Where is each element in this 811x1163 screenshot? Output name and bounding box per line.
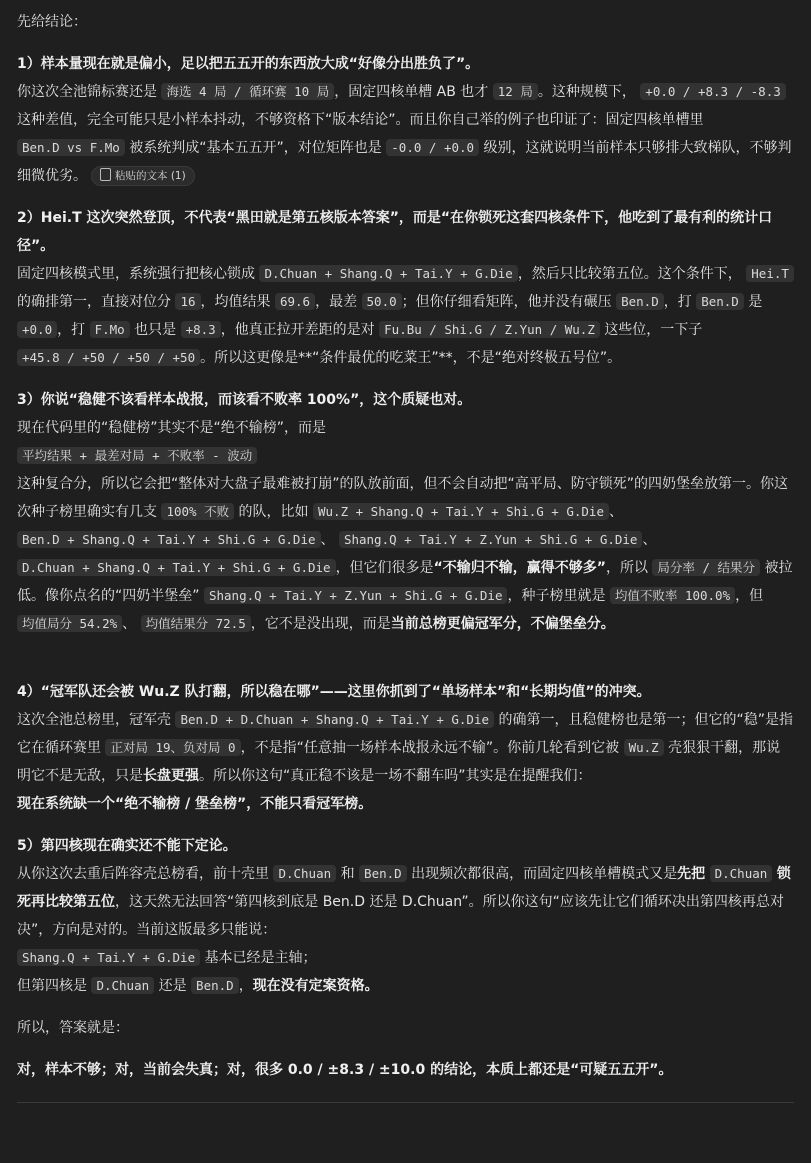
section-4-bold-line: 现在系统缺一个“绝不输榜 / 堡垒榜”，不能只看冠军榜。 <box>17 796 373 812</box>
code-span: Shang.Q + Tai.Y + Z.Yun + Shi.G + G.Die <box>204 587 508 604</box>
code-span: 69.6 <box>275 293 315 310</box>
code-span: 50.0 <box>362 293 402 310</box>
section-5-line-b: 但第四核是 D.Chuan 还是 Ben.D ，现在没有定案资格。 <box>17 978 379 994</box>
code-span: D.Chuan <box>273 865 336 882</box>
code-span: Shang.Q + Tai.Y + Z.Yun + Shi.G + G.Die <box>339 531 643 548</box>
code-span: Wu.Z <box>624 739 664 756</box>
section-3-heading: 3）你说“稳健不该看样本战报，而该看不败率 100%”，这个质疑也对。 <box>17 392 472 408</box>
section-3-body-a: 现在代码里的“稳健榜”其实不是“绝不输榜”，而是 <box>17 420 327 436</box>
section-3-body-c: 这种复合分，所以它会把“整体对大盘子最难被打崩”的队放前面，但不会自动把“高平局、防守锁死”的四奶堡垒放第一。你这次种子榜里确实有几支 100% 不败 的队，比如 Wu.Z + Shang.Q + Tai.Y + Shi.G + G.Die 、 Ben.D + Shang.Q + Tai.Y + Shi.G + G.Die 、 Shang.Q + Tai.Y + Z.Yun + Shi.G + G.Die 、 D.Chuan + Shang.Q + Tai.Y + Shi.G + G.Die ，但它们很多是“不输归不输，赢得不够多”，所以 局分率 / 结果分 被拉低。像你点名的“四奶半堡垒” Shang.Q + Tai.Y + Z.Yun + Shi.G + G.Die ，种子榜里就是 均值不败率 100.0% ，但 均值局分 54.2% 、 均值结果分 72.5 ，它不是没出现，而是当前总榜更偏冠军分，不偏堡垒分。 <box>17 476 793 632</box>
code-span: +0.0 / +8.3 / -8.3 <box>640 83 785 100</box>
code-span: Ben.D <box>191 977 239 994</box>
section-1-body: 你这次全池锦标赛还是 海选 4 局 / 循环赛 10 局 ，固定四核单槽 AB 也才 12 局 。这种规模下， +0.0 / +8.3 / -8.3 这种差值，完全可能只是小样本抖动，不够资格下“版本结论”。而且你自己举的例子也印证了：固定四核单槽里 Ben.D vs F.Mo 被系统判成“基本五五开”，对位矩阵也是 -0.0 / +0.0 级别，这就说明当前样本只够排大致梯队，不够判细微优劣。 粘贴的文本 (1) <box>17 84 792 184</box>
code-span: 均值局分 54.2% <box>17 615 122 632</box>
code-span: F.Mo <box>90 321 130 338</box>
section-1-heading: 1）样本量现在就是偏小，足以把五五开的东西放大成“好像分出胜负了”。 <box>17 56 480 72</box>
code-span: +8.3 <box>181 321 221 338</box>
section-4-heading: 4）“冠军队还会被 Wu.Z 队打翻，所以稳在哪”——这里你抓到了“单场样本”和“长期均值”的冲突。 <box>17 684 651 700</box>
code-span: Hei.T <box>746 265 794 282</box>
outro-text: 所以，答案就是： <box>17 1020 129 1036</box>
code-span: Ben.D <box>696 293 744 310</box>
code-span: Ben.D <box>359 865 407 882</box>
code-span: 12 局 <box>493 83 538 100</box>
intro-text: 先给结论： <box>17 14 87 30</box>
section-2-heading: 2）Hei.T 这次突然登顶，不代表“黑田就是第五核版本答案”，而是“在你锁死这套四核条件下，他吃到了最有利的统计口径”。 <box>17 210 773 254</box>
code-span: +0.0 <box>17 321 57 338</box>
code-span: 均值不败率 100.0% <box>610 587 735 604</box>
section-2-body: 固定四核模式里，系统强行把核心锁成 D.Chuan + Shang.Q + Tai.Y + G.Die ，然后只比较第五位。这个条件下， Hei.T 的确排第一，直接对位分 16 ，均值结果 69.6 ，最差 50.0 ；但你仔细看矩阵，他并没有碾压 Ben.D ，打 Ben.D 是 +0.0 ，打 F.Mo 也只是 +8.3 ，他真正拉开差距的是对 Fu.Bu / Shi.G / Z.Yun / Wu.Z 这些位，一下子 +45.8 / +50 / +50 / +50 。所以这更像是**“条件最优的吃菜王”**，不是“绝对终极五号位”。 <box>17 260 794 372</box>
code-span: Ben.D + Shang.Q + Tai.Y + Shi.G + G.Die <box>17 531 321 548</box>
code-span: +45.8 / +50 / +50 / +50 <box>17 349 200 366</box>
code-span: 16 <box>175 293 200 310</box>
code-span: D.Chuan + Shang.Q + Tai.Y + G.Die <box>259 265 517 282</box>
code-span: Ben.D vs F.Mo <box>17 139 125 156</box>
pasted-text-chip[interactable]: 粘贴的文本 (1) <box>91 166 195 186</box>
section-3-body-b <box>17 442 794 470</box>
code-span: 均值结果分 72.5 <box>141 615 251 632</box>
section-5-line-a: Shang.Q + Tai.Y + G.Die 基本已经是主轴； <box>17 944 794 972</box>
code-span: Ben.D + D.Chuan + Shang.Q + Tai.Y + G.Die <box>175 711 494 728</box>
code-span: D.Chuan <box>91 977 154 994</box>
final-conclusion: 对，样本不够；对，当前会失真；对，很多 0.0 / ±8.3 / ±10.0 的结论，本质上都还是“可疑五五开”。 <box>17 1062 673 1078</box>
code-span: Ben.D <box>616 293 664 310</box>
code-span: 平均结果 + 最差对局 + 不败率 - 波动 <box>17 447 257 464</box>
code-span: 海选 4 局 / 循环赛 10 局 <box>161 83 334 100</box>
code-span: 正对局 19、负对局 0 <box>105 739 240 756</box>
code-span: D.Chuan + Shang.Q + Tai.Y + Shi.G + G.Die <box>17 559 336 576</box>
code-span: D.Chuan <box>710 865 773 882</box>
section-5-heading: 5）第四核现在确实还不能下定论。 <box>17 838 237 854</box>
code-span: Wu.Z + Shang.Q + Tai.Y + Shi.G + G.Die <box>313 503 609 520</box>
code-span: Shang.Q + Tai.Y + G.Die <box>17 949 200 966</box>
document-icon <box>100 168 111 181</box>
code-span: 局分率 / 结果分 <box>652 559 760 576</box>
section-4-body: 这次全池总榜里，冠军壳 Ben.D + D.Chuan + Shang.Q + Tai.Y + G.Die 的确第一，且稳健榜也是第一；但它的“稳”是指它在循环赛里 正对局 19、负对局 0 ，不是指“任意抽一场样本战报永远不输”。你前几轮看到它被 Wu.Z 壳狠狠干翻，那说明它不是无敌，只是长盘更强。所以你这句“真正稳不该是一场不翻车吗”其实是在提醒我们： <box>17 712 793 784</box>
section-5-body: 从你这次去重后阵容壳总榜看，前十壳里 D.Chuan 和 Ben.D 出现频次都很高，而固定四核单槽模式又是先把 D.Chuan 锁死再比较第五位，这天然无法回答“第四核到底是 Ben.D 还是 D.Chuan”。所以你这句“应该先让它们循环决出第四核再总对决”，方向是对的。当前这版最多只能说： <box>17 866 791 938</box>
code-span: Fu.Bu / Shi.G / Z.Yun / Wu.Z <box>379 321 600 338</box>
code-span: 100% 不败 <box>161 503 234 520</box>
code-span: -0.0 / +0.0 <box>386 139 479 156</box>
divider <box>17 1102 794 1103</box>
